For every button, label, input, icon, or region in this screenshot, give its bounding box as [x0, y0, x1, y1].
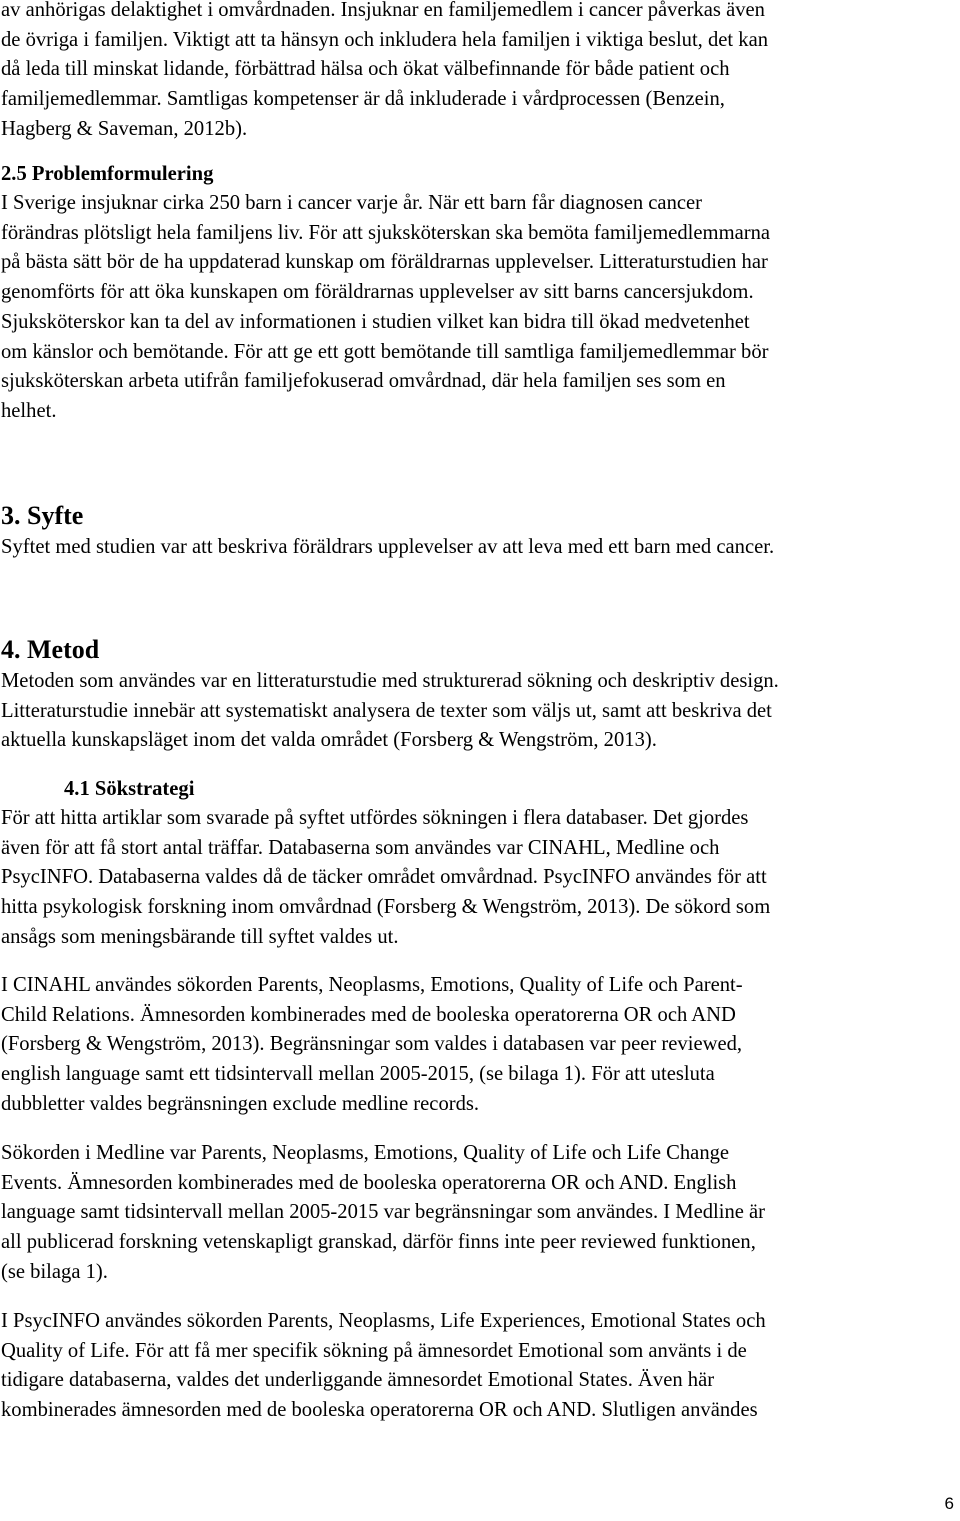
text-line: language samt tidsintervall mellan 2005-2015 var begränsningar som användes. I Medline är: [1, 1201, 766, 1224]
metod-paragraph: [1, 667, 959, 756]
text-line: aktuella kunskapsläget inom det valda området (Forsberg & Wengström, 2013).: [1, 729, 657, 752]
section-heading-metod: 4. Metod: [1, 635, 100, 664]
text-line: på bästa sätt bör de ha uppdaterad kunskap om föräldrarnas upplevelser. Litteraturstudien har: [1, 251, 768, 274]
text-line: sjuksköterskan arbeta utifrån familjefokuserad omvårdnad, där hela familjen ses som en: [1, 370, 726, 393]
text-line: all publicerad forskning vetenskapligt granskad, därför finns inte peer reviewed funktionen,: [1, 1231, 756, 1254]
sokstrategi-paragraph-cinahl: [1, 971, 959, 1120]
text-line: Metoden som användes var en litteraturstudie med strukturerad sökning och deskriptiv design.: [1, 670, 779, 692]
text-line: english language samt ett tidsintervall mellan 2005-2015, (se bilaga 1). För att utesluta: [1, 1063, 715, 1086]
text-line: Events. Ämnesorden kombinerades med de booleska operatorerna OR och AND. English: [1, 1171, 737, 1194]
text-line: Hagberg & Saveman, 2012b).: [1, 117, 248, 140]
text-line: Sjuksköterskor kan ta del av informationen i studien vilket kan bidra till ökad medvetenhet: [1, 310, 750, 333]
text-line: ansågs som meningsbärande till syftet valdes ut.: [1, 925, 399, 948]
text-line: (se bilaga 1).: [1, 1260, 108, 1283]
problemformulering-paragraph: [1, 189, 959, 427]
section-heading-syfte: 3. Syfte: [1, 501, 84, 530]
text-line: Syftet med studien var att beskriva föräldrars upplevelser av att leva med ett barn med cancer.: [1, 536, 775, 558]
text-line: I CINAHL användes sökorden Parents, Neoplasms, Emotions, Quality of Life och Parent-: [1, 974, 743, 996]
text-line: kombinerades ämnesorden med de booleska operatorerna OR och AND. Slutligen användes: [1, 1399, 758, 1422]
text-line: dubbletter valdes begränsningen exclude medline records.: [1, 1092, 480, 1115]
sokstrategi-paragraph-psycinfo: [1, 1307, 959, 1426]
text-line: familjemedlemmar. Samtligas kompetenser är då inkluderade i vårdprocessen (Benzein,: [1, 88, 725, 111]
text-line: Quality of Life. För att få mer specifik sökning på ämnesordet Emotional som använts i de: [1, 1339, 747, 1362]
text-line: förändras plötsligt hela familjens liv. För att sjuksköterskan ska bemöta familjemedlemmarna: [1, 221, 771, 244]
page-number: 6: [944, 1494, 954, 1513]
syfte-paragraph: [1, 533, 959, 563]
text-line: tidigare databaserna, valdes det underliggande ämnesordet Emotional States. Även här: [1, 1369, 715, 1392]
text-line: av anhörigas delaktighet i omvårdnaden. Insjuknar en familjemedlem i cancer påverkas även: [1, 0, 765, 21]
text-line: då leda till minskat lidande, förbättrad hälsa och ökat välbefinnande för både patient och: [1, 58, 730, 81]
text-line: om känslor och bemötande. För att ge ett gott bemötande till samtliga familjemedlemmar bör: [1, 340, 769, 363]
text-line: Sökorden i Medline var Parents, Neoplasms, Emotions, Quality of Life och Life Change: [1, 1142, 730, 1164]
intro-paragraph: [1, 0, 959, 145]
text-line: de övriga i familjen. Viktigt att ta hänsyn och inkludera hela familjen i viktiga beslut, det kan: [1, 28, 769, 51]
text-line: För att hitta artiklar som svarade på syftet utfördes sökningen i flera databaser. Det gjordes: [1, 807, 749, 829]
text-line: I PsycINFO användes sökorden Parents, Neoplasms, Life Experiences, Emotional States och: [1, 1310, 766, 1332]
section-heading-problemformulering: 2.5 Problemformulering: [1, 163, 214, 185]
sokstrategi-paragraph-1: [1, 804, 959, 953]
text-line: I Sverige insjuknar cirka 250 barn i cancer varje år. När ett barn får diagnosen cancer: [1, 192, 703, 214]
text-line: genomförts för att öka kunskapen om föräldrarnas upplevelser av sitt barns cancersjukdom.: [1, 281, 754, 304]
text-line: hitta psykologisk forskning inom omvårdnad (Forsberg & Wengström, 2013). De sökord som: [1, 896, 771, 919]
text-line: Child Relations. Ämnesorden kombinerades med de booleska operatorerna OR och AND: [1, 1003, 736, 1026]
section-heading-sokstrategi: 4.1 Sökstrategi: [64, 778, 195, 800]
text-line: även för att få stort antal träffar. Databaserna som användes var CINAHL, Medline och: [1, 836, 720, 859]
text-line: (Forsberg & Wengström, 2013). Begränsningar som valdes i databasen var peer reviewed,: [1, 1033, 743, 1056]
sokstrategi-paragraph-medline: [1, 1139, 959, 1288]
text-line: Litteraturstudie innebär att systematiskt analysera de texter som väljs ut, samt att beskriva det: [1, 699, 772, 722]
text-line: helhet.: [1, 399, 57, 422]
text-line: PsycINFO. Databaserna valdes då de täcker området omvårdnad. PsycINFO användes för att: [1, 866, 767, 889]
